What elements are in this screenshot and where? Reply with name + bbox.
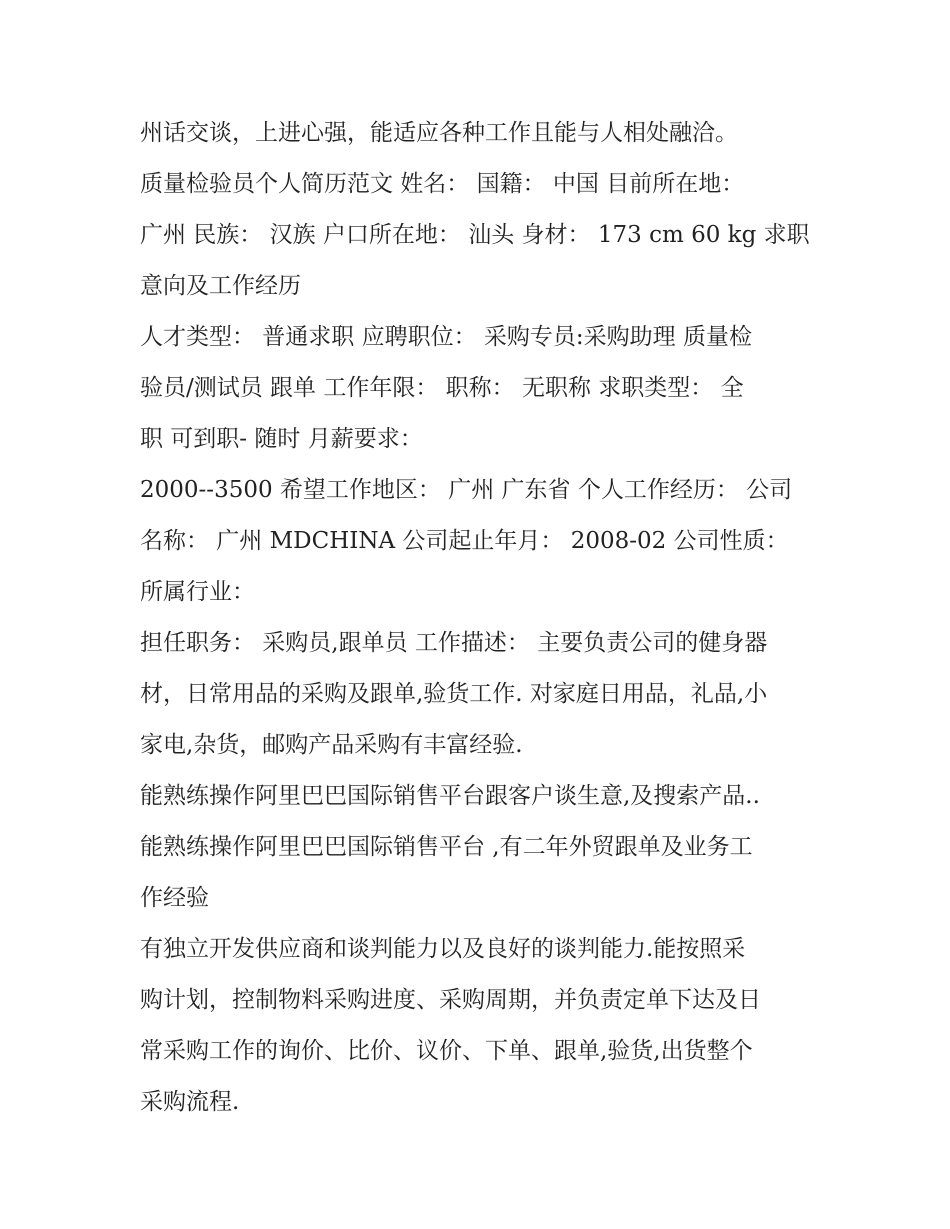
text-line: 常采购工作的询价、比价、议价、下单、跟单,验货,出货整个	[140, 1038, 753, 1064]
text-line: 有独立开发供应商和谈判能力以及良好的谈判能力.能按照采	[140, 936, 746, 962]
text-line: 能熟练操作阿里巴巴国际销售平台跟客户谈生意,及搜索产品..	[140, 783, 760, 809]
text-line: 能熟练操作阿里巴巴国际销售平台 ,有二年外贸跟单及业务工	[140, 834, 753, 860]
text-line: 家电,杂货，邮购产品采购有丰富经验.	[140, 732, 523, 758]
text-line: 人才类型： 普通求职 应聘职位： 采购专员:采购助理 质量检	[140, 324, 752, 350]
text-line: 质量检验员个人简历范文 姓名： 国籍： 中国 目前所在地：	[140, 171, 745, 197]
text-line: 职 可到职- 随时 月薪要求：	[140, 426, 423, 452]
text-line: 购计划，控制物料采购进度、采购周期，并负责定单下达及日	[140, 987, 761, 1013]
text-line: 2000--3500 希望工作地区： 广州 广东省 个人工作经历： 公司	[140, 477, 793, 503]
text-line: 名称： 广州 MDCHINA 公司起止年月： 2008-02 公司性质：	[140, 528, 789, 554]
text-line: 所属行业：	[140, 579, 255, 605]
text-line: 广州 民族： 汉族 户口所在地： 汕头 身材： 173 cm 60 kg 求职	[140, 222, 810, 248]
document-body	[140, 108, 820, 1128]
text-line: 采购流程.	[140, 1089, 240, 1115]
text-line: 验员/测试员 跟单 工作年限： 职称： 无职称 求职类型： 全	[140, 375, 744, 401]
text-line: 担任职务： 采购员,跟单员 工作描述： 主要负责公司的健身器	[140, 630, 768, 656]
text-line: 州话交谈，上进心强，能适应各种工作且能与人相处融洽。	[140, 120, 738, 146]
text-line: 意向及工作经历	[140, 273, 301, 299]
text-line: 作经验	[140, 885, 209, 911]
text-line: 材，日常用品的采购及跟单,验货工作. 对家庭日用品，礼品,小	[140, 681, 768, 707]
